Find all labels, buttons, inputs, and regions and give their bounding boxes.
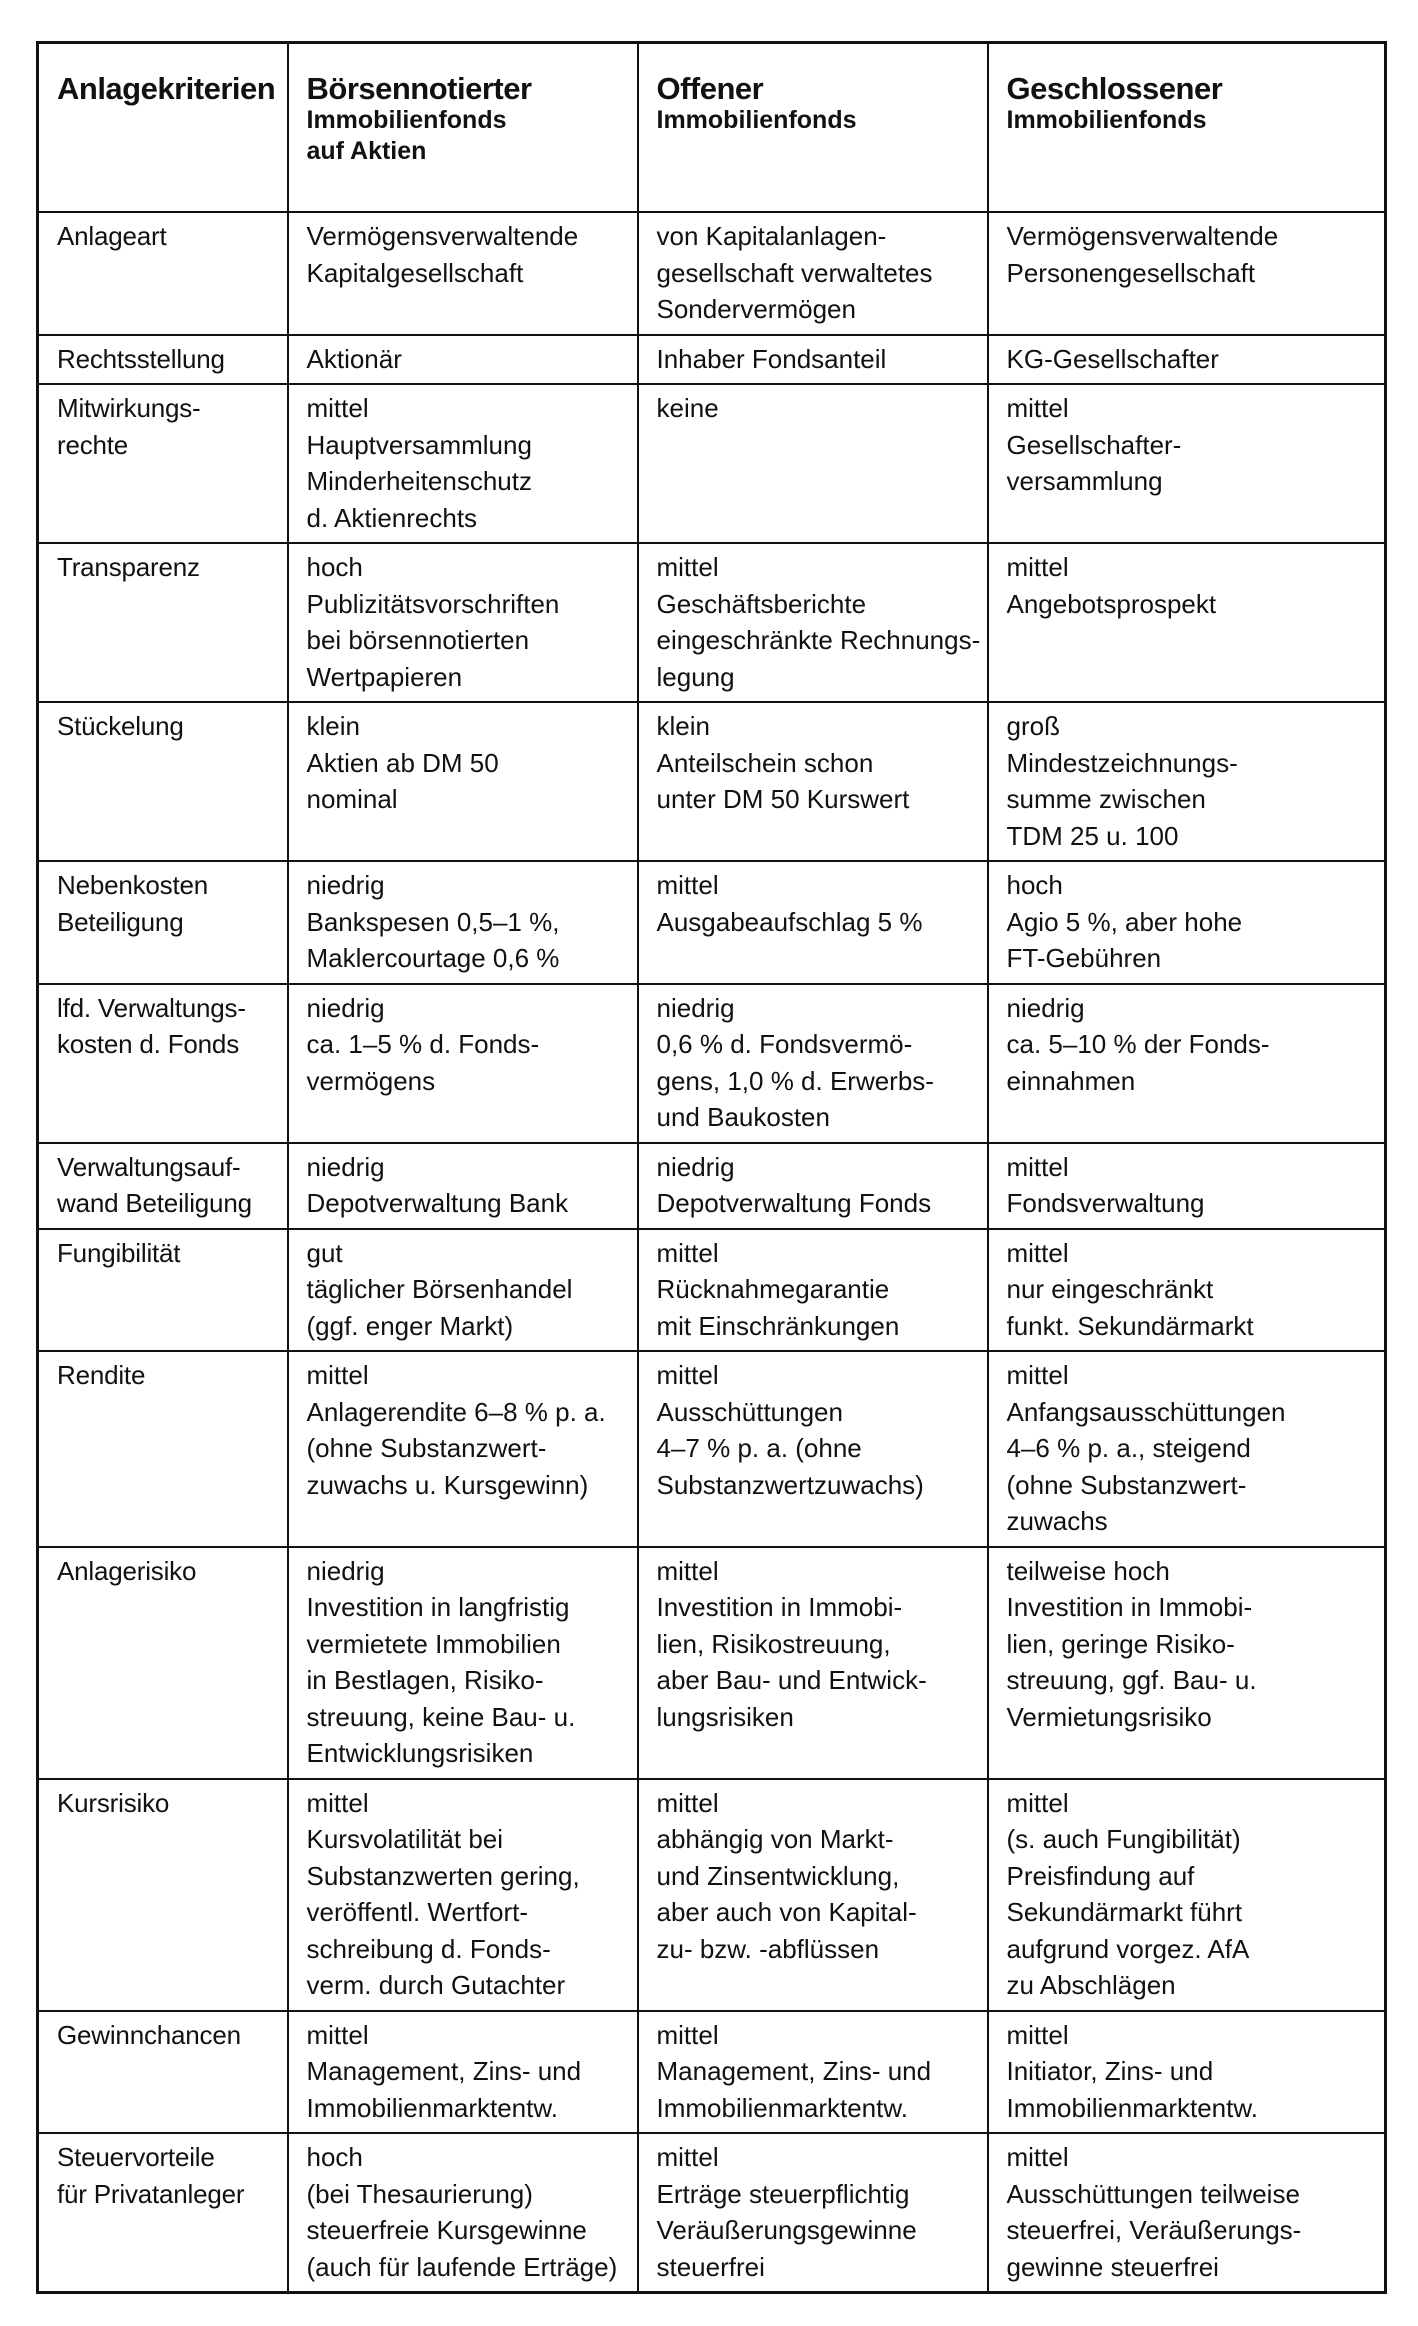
cell-closed-fund: mittel nur eingeschränkt funkt. Sekundärmarkt	[988, 1229, 1386, 1352]
cell-open-fund: von Kapitalanlagen- gesellschaft verwaltetes Sondervermögen	[638, 212, 988, 335]
row-label: Kursrisiko	[38, 1779, 288, 2011]
row-label: Steuervorteile für Privatanleger	[38, 2133, 288, 2293]
row-label: Anlageart	[38, 212, 288, 335]
cell-closed-fund: mittel (s. auch Fungibilität) Preisfindung auf Sekundärmarkt führt aufgrund vorgez. AfA zu Abschlägen	[988, 1779, 1386, 2011]
cell-closed-fund: Vermögensverwaltende Personengesellschaft	[988, 212, 1386, 335]
table-row	[38, 1143, 1386, 1229]
row-label: Rendite	[38, 1351, 288, 1547]
cell-open-fund: mittel Geschäftsberichte eingeschränkte Rechnungs- legung	[638, 543, 988, 702]
row-label: Anlagerisiko	[38, 1547, 288, 1779]
cell-listed-fund: mittel Hauptversammlung Minderheitenschutz d. Aktienrechts	[288, 384, 638, 543]
cell-open-fund: Inhaber Fondsanteil	[638, 335, 988, 385]
cell-closed-fund: hoch Agio 5 %, aber hohe FT-Gebühren	[988, 861, 1386, 984]
header-listed-fund-subtitle: Immobilienfonds auf Aktien	[306, 106, 507, 165]
cell-closed-fund: niedrig ca. 5–10 % der Fonds- einnahmen	[988, 984, 1386, 1143]
row-label: lfd. Verwaltungs- kosten d. Fonds	[38, 984, 288, 1143]
table-row	[38, 984, 1386, 1143]
table-row	[38, 543, 1386, 702]
table-row	[38, 702, 1386, 861]
header-criteria-title: Anlagekriterien	[57, 71, 276, 106]
cell-open-fund: mittel Investition in Immobi- lien, Risikostreuung, aber Bau- und Entwick- lungsrisiken	[638, 1547, 988, 1779]
cell-listed-fund: gut täglicher Börsenhandel (ggf. enger Markt)	[288, 1229, 638, 1352]
row-label: Gewinnchancen	[38, 2011, 288, 2134]
header-open-fund-subtitle: Immobilienfonds	[656, 106, 857, 134]
cell-listed-fund: niedrig Bankspesen 0,5–1 %, Maklercourtage 0,6 %	[288, 861, 638, 984]
cell-listed-fund: Vermögensverwaltende Kapitalgesellschaft	[288, 212, 638, 335]
cell-open-fund: niedrig 0,6 % d. Fondsvermö- gens, 1,0 % d. Erwerbs- und Baukosten	[638, 984, 988, 1143]
cell-listed-fund: hoch Publizitätsvorschriften bei börsennotierten Wertpapieren	[288, 543, 638, 702]
cell-listed-fund: niedrig ca. 1–5 % d. Fonds- vermögens	[288, 984, 638, 1143]
header-listed-fund-title: Börsennotierter	[306, 71, 532, 106]
header-closed-fund-title: Geschlossener	[1006, 71, 1223, 106]
table-body	[38, 212, 1386, 2293]
cell-closed-fund: KG-Gesellschafter	[988, 335, 1386, 385]
cell-listed-fund: klein Aktien ab DM 50 nominal	[288, 702, 638, 861]
cell-listed-fund: mittel Kursvolatilität bei Substanzwerten gering, veröffentl. Wertfort- schreibung d. Fonds- verm. durch Gutachter	[288, 1779, 638, 2011]
row-label: Verwaltungsauf- wand Beteiligung	[38, 1143, 288, 1229]
header-open-fund-title: Offener	[656, 71, 764, 106]
cell-closed-fund: mittel Fondsverwaltung	[988, 1143, 1386, 1229]
cell-listed-fund: mittel Anlagerendite 6–8 % p. a. (ohne Substanzwert- zuwachs u. Kursgewinn)	[288, 1351, 638, 1547]
table-row	[38, 335, 1386, 385]
cell-open-fund: keine	[638, 384, 988, 543]
cell-listed-fund: niedrig Investition in langfristig vermietete Immobilien in Bestlagen, Risiko- streuung, keine Bau- u. Entwicklungsrisiken	[288, 1547, 638, 1779]
cell-listed-fund: mittel Management, Zins- und Immobilienmarktentw.	[288, 2011, 638, 2134]
row-label: Rechtsstellung	[38, 335, 288, 385]
row-label: Transparenz	[38, 543, 288, 702]
table-row	[38, 2011, 1386, 2134]
table-row	[38, 212, 1386, 335]
table-row	[38, 384, 1386, 543]
cell-closed-fund: groß Mindestzeichnungs- summe zwischen TDM 25 u. 100	[988, 702, 1386, 861]
header-listed-fund	[288, 43, 638, 213]
header-row	[38, 43, 1386, 213]
comparison-table	[36, 41, 1387, 2294]
cell-open-fund: mittel abhängig von Markt- und Zinsentwicklung, aber auch von Kapital- zu- bzw. -abflüssen	[638, 1779, 988, 2011]
table-row	[38, 1229, 1386, 1352]
table-row	[38, 2133, 1386, 2293]
cell-closed-fund: mittel Anfangsausschüttungen 4–6 % p. a., steigend (ohne Substanzwert- zuwachs	[988, 1351, 1386, 1547]
cell-listed-fund: hoch (bei Thesaurierung) steuerfreie Kursgewinne (auch für laufende Erträge)	[288, 2133, 638, 2293]
header-closed-fund	[988, 43, 1386, 213]
cell-open-fund: mittel Management, Zins- und Immobilienmarktentw.	[638, 2011, 988, 2134]
cell-open-fund: mittel Ausschüttungen 4–7 % p. a. (ohne Substanzwertzuwachs)	[638, 1351, 988, 1547]
cell-closed-fund: mittel Initiator, Zins- und Immobilienmarktentw.	[988, 2011, 1386, 2134]
row-label: Stückelung	[38, 702, 288, 861]
header-open-fund	[638, 43, 988, 213]
table-row	[38, 1351, 1386, 1547]
comparison-document	[36, 41, 1384, 2294]
row-label: Mitwirkungs- rechte	[38, 384, 288, 543]
cell-listed-fund: Aktionär	[288, 335, 638, 385]
cell-listed-fund: niedrig Depotverwaltung Bank	[288, 1143, 638, 1229]
cell-open-fund: mittel Ausgabeaufschlag 5 %	[638, 861, 988, 984]
row-label: Nebenkosten Beteiligung	[38, 861, 288, 984]
cell-closed-fund: mittel Gesellschafter- versammlung	[988, 384, 1386, 543]
cell-closed-fund: teilweise hoch Investition in Immobi- lien, geringe Risiko- streuung, ggf. Bau- u. Vermietungsrisiko	[988, 1547, 1386, 1779]
cell-open-fund: mittel Erträge steuerpflichtig Veräußerungsgewinne steuerfrei	[638, 2133, 988, 2293]
header-closed-fund-subtitle: Immobilienfonds	[1006, 106, 1207, 134]
header-criteria	[38, 43, 288, 213]
table-row	[38, 861, 1386, 984]
cell-closed-fund: mittel Angebotsprospekt	[988, 543, 1386, 702]
table-row	[38, 1547, 1386, 1779]
cell-open-fund: mittel Rücknahmegarantie mit Einschränkungen	[638, 1229, 988, 1352]
cell-open-fund: niedrig Depotverwaltung Fonds	[638, 1143, 988, 1229]
row-label: Fungibilität	[38, 1229, 288, 1352]
cell-open-fund: klein Anteilschein schon unter DM 50 Kurswert	[638, 702, 988, 861]
cell-closed-fund: mittel Ausschüttungen teilweise steuerfrei, Veräußerungs- gewinne steuerfrei	[988, 2133, 1386, 2293]
table-row	[38, 1779, 1386, 2011]
